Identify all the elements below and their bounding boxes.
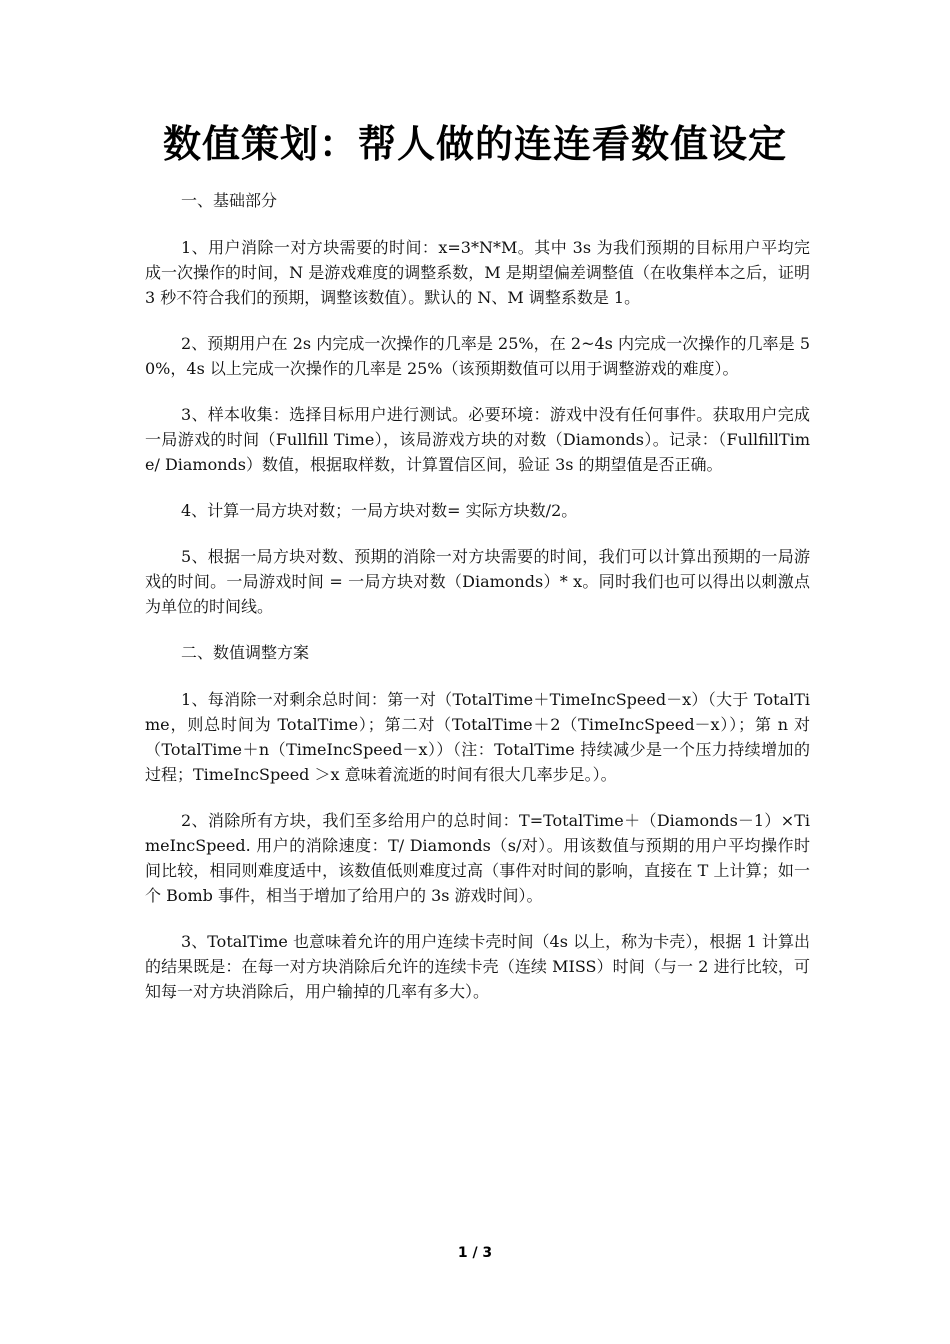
document-title: 数值策划：帮人做的连连看数值设定 [162, 122, 787, 166]
section-heading-adjustment: 二、数值调整方案 [181, 643, 310, 662]
basics-paragraph-3: 3、样本收集：选择目标用户进行测试。必要环境：游戏中没有任何事件。获取用户完成一局游戏的时间（Fullfill Time），该局游戏方块的对数（Diamonds）。记录：（FullfillTime/ Diamonds）数值，根据取样数，计算置信区间，验证 3s 的期望值是否正确。 [145, 405, 810, 474]
basics-paragraph-1: 1、用户消除一对方块需要的时间：x=3*N*M。其中 3s 为我们预期的目标用户平均完成一次操作的时间，N 是游戏难度的调整系数，M 是期望偏差调整值（在收集样本之后，证明 3 秒不符合我们的预期，调整该数值）。默认的 N、M 调整系数是 1。 [145, 238, 810, 307]
adjustment-paragraph-2: 2、消除所有方块，我们至多给用户的总时间：T=TotalTime＋（Diamonds－1）×TimeIncSpeed. 用户的消除速度：T/ Diamonds（s/对）。用该数值与预期的用户平均操作时间比较，相同则难度适中，该数值低则难度过高（事件对时间的影响，直接在 T 上计算；如一个 Bomb 事件，相当于增加了给用户的 3s 游戏时间）。 [145, 811, 810, 905]
basics-paragraph-2: 2、预期用户在 2s 内完成一次操作的几率是 25%，在 2~4s 内完成一次操作的几率是 50%，4s 以上完成一次操作的几率是 25%（该预期数值可以用于调整游戏的难度）。 [145, 334, 810, 378]
adjustment-paragraph-3: 3、TotalTime 也意味着允许的用户连续卡壳时间（4s 以上，称为卡壳），根据 1 计算出的结果既是：在每一对方块消除后允许的连续卡壳（连续 MISS）时间（与一 2 进行比较，可知每一对方块消除后，用户输掉的几率有多大）。 [145, 932, 810, 1001]
section-heading-basics: 一、基础部分 [181, 191, 278, 210]
page-number: 1 / 3 [457, 1245, 493, 1261]
adjustment-paragraph-1: 1、每消除一对剩余总时间：第一对（TotalTime＋TimeIncSpeed－x）（大于 TotalTime，则总时间为 TotalTime）；第二对（TotalTime＋2（TimeIncSpeed－x））；第 n 对 （TotalTime＋n（TimeIncSpeed－x））（注：TotalTime 持续减少是一个压力持续增加的过程；TimeIncSpeed ＞x 意味着流逝的时间有很大几率步足。）。 [145, 690, 810, 784]
basics-paragraph-5: 5、根据一局方块对数、预期的消除一对方块需要的时间，我们可以计算出预期的一局游戏的时间。一局游戏时间 = 一局方块对数（Diamonds）* x。同时我们也可以得出以刺激点为单位的时间线。 [145, 547, 810, 616]
basics-paragraph-4: 4、计算一局方块对数；一局方块对数= 实际方块数/2。 [181, 501, 578, 520]
document-body [145, 188, 810, 1025]
